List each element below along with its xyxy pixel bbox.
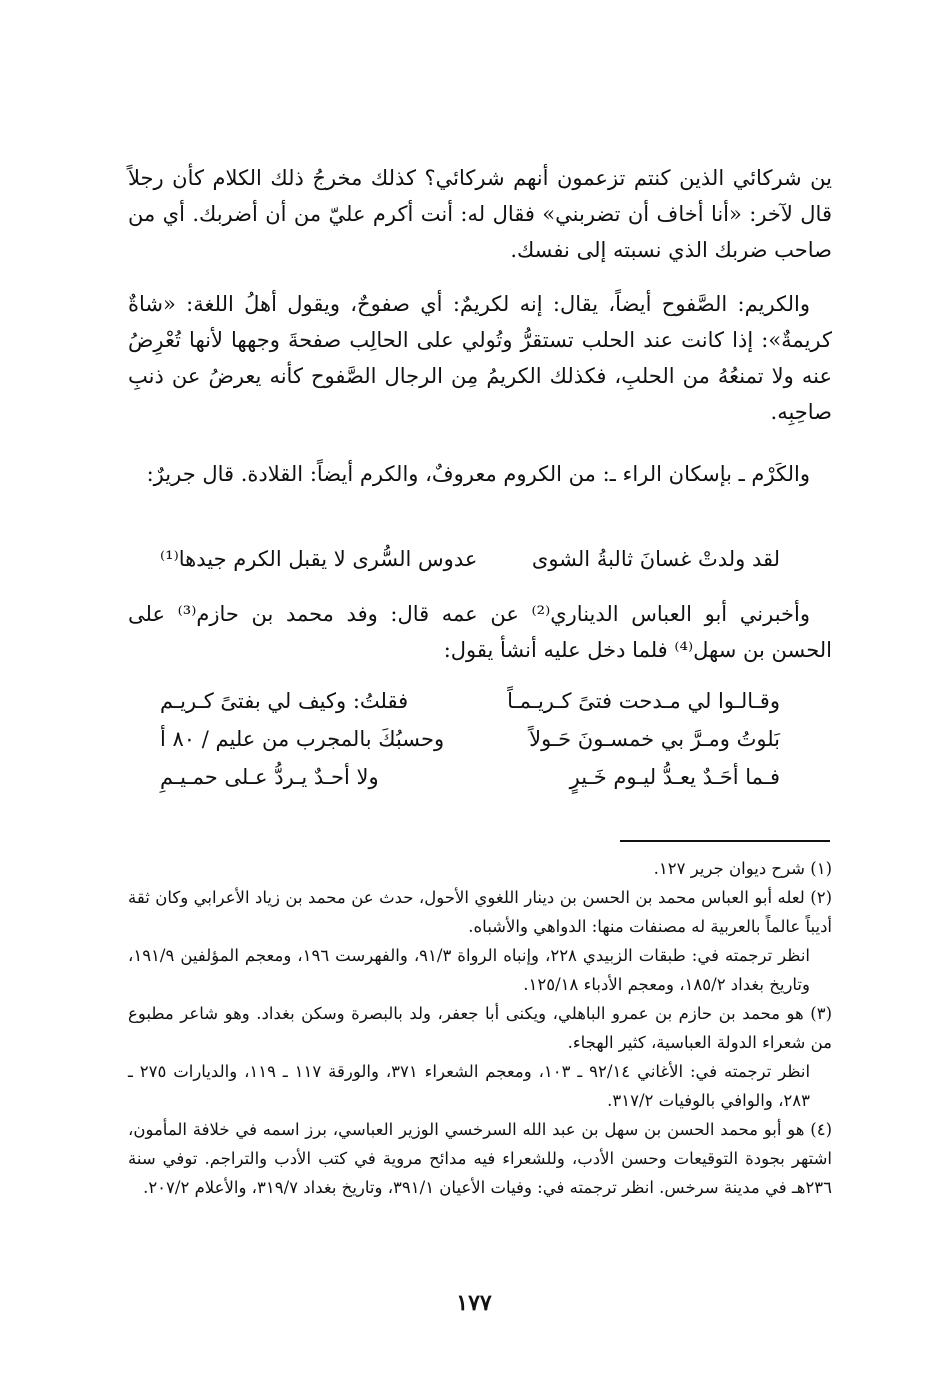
footnote-4: (٤) هو أبو محمد الحسن بن سهل بن عبد الله السرخسي الوزير العباسي، برز اسمه في خلافة المأمون، اشتهر بجودة التوقيعات وحسن الأدب، وللشعراء فيه مدائح مروية في كتب الأدب والتراجم. توفي سنة ٢٣٦هـ في مدينة سرخس. انظر ترجمته في: وفيات الأعيان ٣٩١/١، وتاريخ بغداد ٣١٩/٧، والأعلام ٢٠٧/٢. (128, 1120, 832, 1197)
poem-line-1 (160, 684, 780, 718)
paragraph-4: وأخبرني أبو العباس الديناري⁽²⁾ عن عمه قال: وفد محمد بن حازم⁽³⁾ على الحسن بن سهل⁽⁴⁾ فلما دخل عليه أنشأ يقول: (128, 602, 832, 662)
paragraph (128, 286, 832, 430)
poem-first-hemistich: بَلوتُ ومـرَّ بي خمسـونَ حَـولاً (529, 727, 780, 751)
paragraph (128, 160, 832, 268)
poem-line-2 (160, 722, 780, 756)
poem-first-hemistich: فـما أحَـدٌ يعـدُّ ليـوم خَـيرٍ (569, 765, 780, 789)
page-number: ١٧٧ (456, 1290, 492, 1316)
footnotes (128, 854, 832, 1202)
footnote-separator (620, 840, 830, 842)
paragraph-1: ين شركائي الذين كنتم تزعمون أنهم شركائي؟ كذلك مخرجُ ذلك الكلام كأن رجلاً قال لآخر: «أنا أخاف أن تضربني» فقال له: أنت أكرم عليّ من أن أضربك. أي من صاحب ضربك الذي نسبته إلى نفسك. (128, 166, 832, 262)
footnote-2-refs: انظر ترجمته في: طبقات الزبيدي ٢٢٨، وإنباه الرواة ٩١/٣، والفهرست ١٩٦، ومعجم المؤلفين ١٩١/٩، وتاريخ بغداد ١٨٥/٢، ومعجم الأدباء ١٢٥/١٨. (128, 946, 810, 994)
poem-second-hemistich: ولا أحـدٌ يـردُّ عـلى حمـيـمِ (160, 765, 379, 789)
footnote-3-refs: انظر ترجمته في: الأغاني ٩٢/١٤ ـ ١٠٣، ومعجم الشعراء ٣٧١، والورقة ١١٧ ـ ١١٩، والديارات ٢٧٥ ـ ٢٨٣، والوافي بالوفيات ٣١٧/٢. (128, 1062, 811, 1110)
verse-first-hemistich: لقد ولدتْ غسانَ ثالبةُ الشوى (531, 547, 780, 571)
paragraph-2: والكريم: الصَّفوح أيضاً، يقال: إنه لكريمٌ: أي صفوحٌ، ويقول أهلُ اللغة: «شاةٌ كريمةٌ»: إذا كانت عند الحلب تستقرُّ وتُولي على الحالِب صفحةَ وجهها لأنها تُعْرِضُ عنه ولا تمنعُهُ من الحلبِ، فكذلك الكريمُ مِن الرجال الصَّفوح كأنه يعرضُ عن ذنبِ صاحِبِه. (128, 292, 832, 424)
footnote-1: (١) شرح ديوان جرير ١٢٧. (653, 859, 832, 878)
poem-first-hemistich: وقـالـوا لي مـدحت فتىً كـريـمـاً (507, 689, 780, 713)
footnote-3: (٣) هو محمد بن حازم بن عمرو الباهلي، ويكنى أبا جعفر، ولد بالبصرة وسكن بغداد. وهو شاعر مطبوع من شعراء الدولة العباسية، كثير الهجاء. (128, 1004, 832, 1052)
paragraph-3: والكَرْم ـ بإسكان الراء ـ: من الكروم معروفٌ، والكرم أيضاً: القلادة. قال جريرٌ: (146, 462, 810, 486)
poem-line-3 (160, 760, 780, 794)
poem-second-hemistich: وحسبُكَ بالمجرب من عليم / ٨٠ أ (160, 727, 445, 751)
verse-line (160, 542, 780, 576)
paragraph (128, 596, 832, 668)
footnote-2: (٢) لعله أبو العباس محمد بن الحسن بن دينار اللغوي الأحول، حدث عن محمد بن زياد الأعرابي وكان ثقة أديباً عالماً بالعربية له مصنفات منها: الدواهي والأشباه. (128, 888, 832, 936)
poem-second-hemistich: فقلتُ: وكيف لي بفتىً كـريـم (160, 689, 409, 713)
paragraph (128, 456, 832, 492)
verse-second-hemistich: عدوس السُّرى لا يقبل الكرم جيدها⁽¹⁾ (160, 547, 478, 571)
